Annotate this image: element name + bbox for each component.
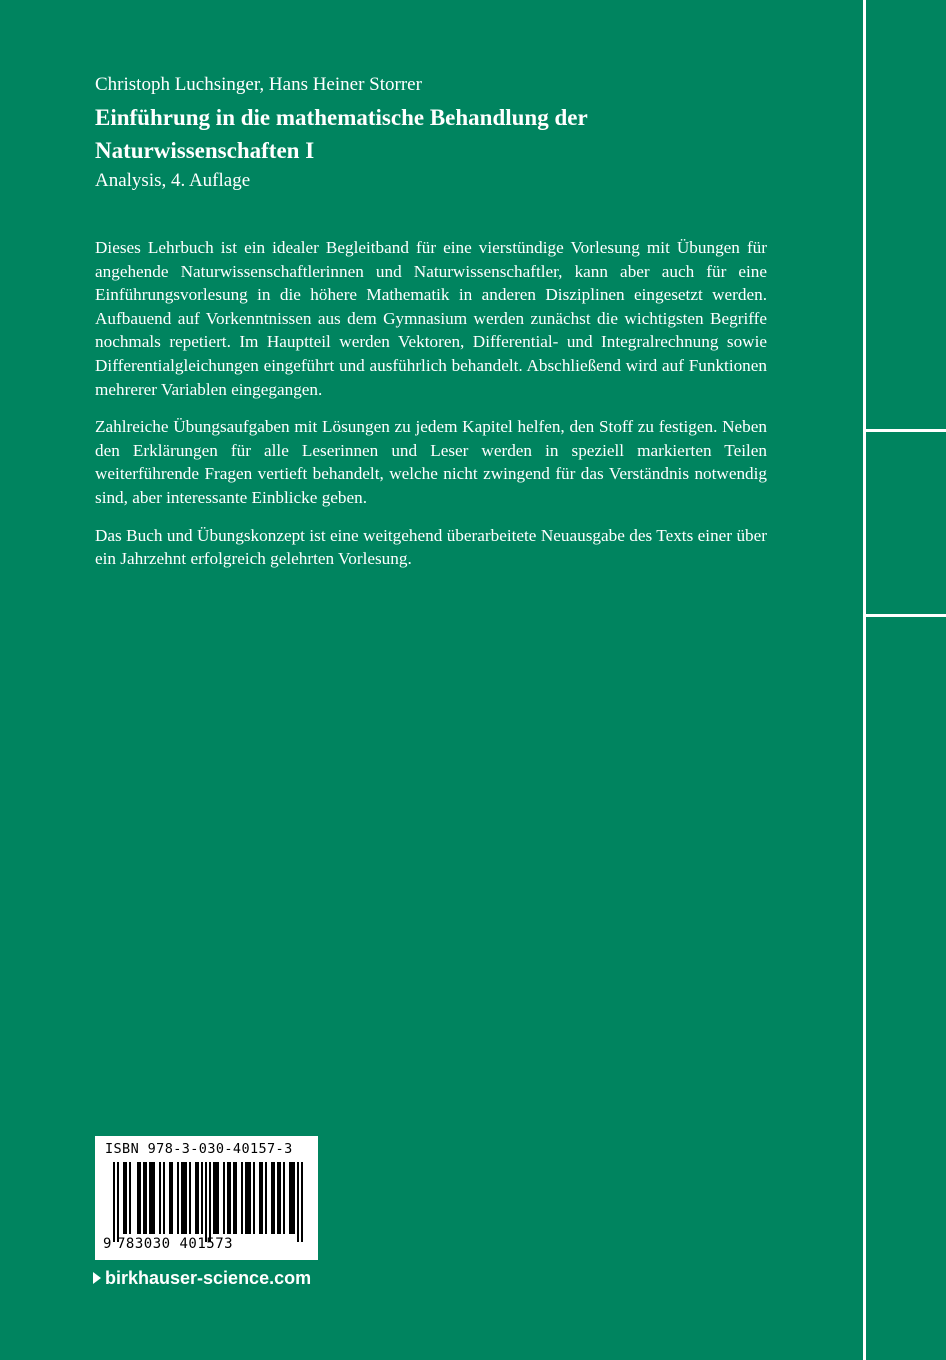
barcode-bar (271, 1162, 273, 1234)
barcode-bar (213, 1162, 215, 1234)
barcode-bar (117, 1162, 119, 1242)
side-divider-top (866, 429, 946, 432)
barcode-bar (217, 1162, 219, 1234)
barcode-bar (143, 1162, 145, 1234)
barcode-bar (249, 1162, 251, 1234)
barcode-bar (123, 1162, 125, 1234)
description-paragraph-3: Das Buch und Übungskonzept ist eine weitgehend überarbeitete Neuausgabe des Texts einer über ein Jahrzehnt erfolgreich gelehrten Vorlesung. (95, 525, 767, 569)
barcode-bar (163, 1162, 165, 1234)
book-description (95, 236, 767, 585)
barcode-bar (289, 1162, 291, 1234)
book-title-line-2: Naturwissenschaften I (95, 138, 315, 163)
barcode-bar (113, 1162, 115, 1242)
book-title (95, 101, 815, 167)
barcode-bar (283, 1162, 285, 1234)
barcode-bar (171, 1162, 173, 1234)
publisher-website-text: birkhauser-science.com (105, 1268, 312, 1288)
barcode-bar (291, 1162, 293, 1234)
barcode-bar (279, 1162, 281, 1234)
side-divider-bottom (866, 614, 946, 617)
barcode-bar (189, 1162, 191, 1234)
authors: Christoph Luchsinger, Hans Heiner Storrer (95, 74, 422, 95)
barcode-bar (149, 1162, 151, 1234)
barcode-bar (229, 1162, 231, 1234)
isbn-barcode (95, 1136, 318, 1260)
barcode-bar (151, 1162, 153, 1234)
barcode-bar (215, 1162, 217, 1234)
barcode-bar (301, 1162, 303, 1242)
barcode-bar (137, 1162, 139, 1234)
barcode-bar (273, 1162, 275, 1234)
barcode-bar (195, 1162, 197, 1234)
barcode-bar (297, 1162, 299, 1242)
barcode-bar (223, 1162, 225, 1234)
barcode-bar (245, 1162, 247, 1234)
barcode-bar (253, 1162, 255, 1234)
publisher-website[interactable] (93, 1267, 311, 1289)
barcode-bar (201, 1162, 203, 1234)
barcode-bar (139, 1162, 141, 1234)
barcode-bar (205, 1162, 207, 1242)
barcode-bar (129, 1162, 131, 1234)
barcode-bar (153, 1162, 155, 1234)
barcode-bar (125, 1162, 127, 1234)
barcode-first-digit: 9 (103, 1236, 112, 1252)
barcode-bar (183, 1162, 185, 1234)
barcode-bar (247, 1162, 249, 1234)
barcode-bar (227, 1162, 229, 1234)
barcode-digits: 783030 401573 (117, 1236, 234, 1252)
book-title-line-1: Einführung in die mathematische Behandlung der (95, 105, 588, 130)
barcode-bar (185, 1162, 187, 1234)
barcode-bar (181, 1162, 183, 1234)
barcode-bar (209, 1162, 211, 1242)
barcode-bar (293, 1162, 295, 1234)
barcode-bar (145, 1162, 147, 1234)
description-paragraph-2: Zahlreiche Übungsaufgaben mit Lösungen zu jedem Kapitel helfen, den Stoff zu festigen. Neben den Erklärungen für alle Leserinnen und Leser werden in speziell markierten Teilen weiterführende Fragen vertieft behandelt, welche nicht zwingend für das Verständnis notwendig sind, aber interessante Einblicke geben. (95, 417, 767, 507)
barcode-bar (259, 1162, 261, 1234)
barcode-bar (159, 1162, 161, 1234)
isbn-label: ISBN 978-3-030-40157-3 (105, 1141, 293, 1157)
barcode-bar (169, 1162, 171, 1234)
arrow-right-icon (93, 1272, 101, 1284)
barcode-bar (277, 1162, 279, 1234)
book-subtitle: Analysis, 4. Auflage (95, 170, 251, 191)
barcode-bar (235, 1162, 237, 1234)
barcode-bar (241, 1162, 243, 1234)
barcode-bar (177, 1162, 179, 1234)
description-paragraph-1: Dieses Lehrbuch ist ein idealer Begleitband für eine vierstündige Vorlesung mit Übungen für angehende Naturwissenschaftlerinnen und Naturwissenschaftler, kann aber auch für eine Einführungsvorlesung in die höhere Mathematik in anderen Disziplinen eingesetzt werden. Aufbauend auf Vorkenntnissen aus dem Gymnasium werden zunächst die wichtigsten Begriffe nochmals repetiert. Im Hauptteil werden Vektoren, Differential- und Integralrechnung sowie Differentialgleichungen eingeführt und ausführlich behandelt. Abschließend wird auf Funktionen mehrerer Variablen eingegangen. (95, 238, 767, 399)
barcode-bar (261, 1162, 263, 1234)
spine-border-line (863, 0, 866, 1360)
book-header (95, 72, 815, 194)
barcode-bar (197, 1162, 199, 1234)
barcode-bar (233, 1162, 235, 1234)
barcode-bar (265, 1162, 267, 1234)
